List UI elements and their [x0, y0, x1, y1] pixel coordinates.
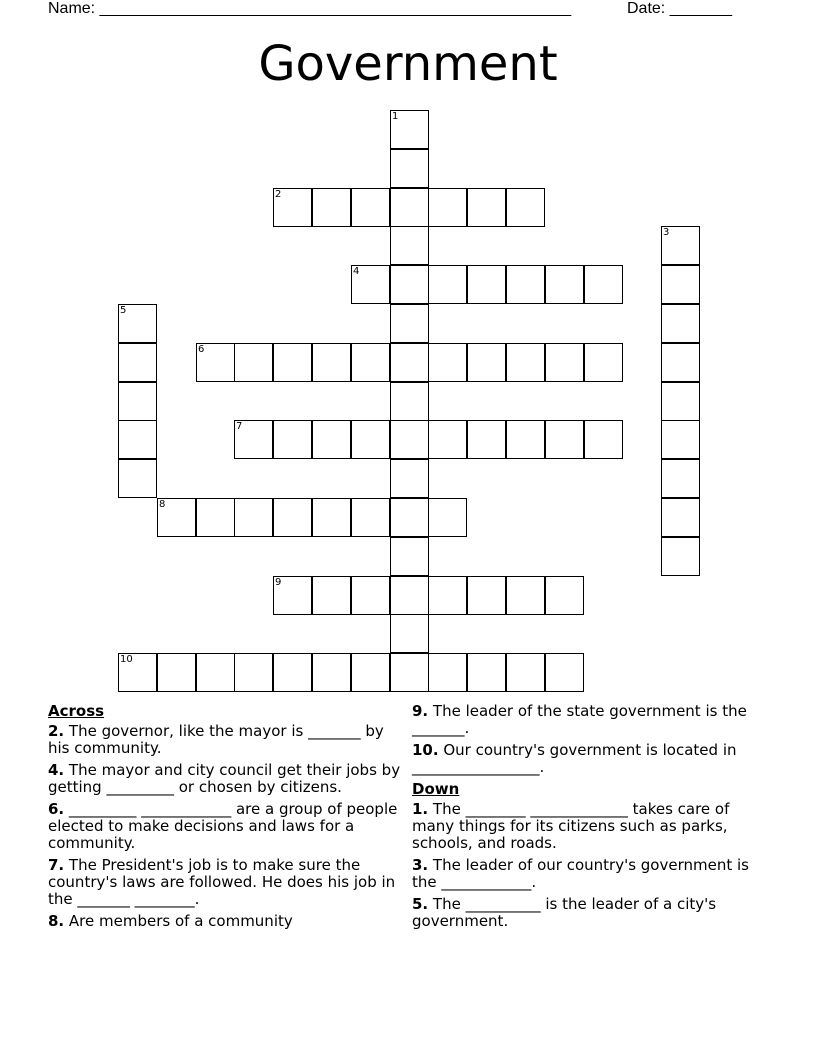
grid-cell[interactable]	[157, 498, 196, 537]
grid-cell[interactable]	[273, 498, 312, 537]
grid-cell[interactable]	[312, 343, 351, 382]
grid-cell[interactable]	[390, 382, 429, 421]
grid-cell[interactable]	[351, 653, 390, 692]
clue-across-10: 10. Our country's government is located in _________________.	[412, 741, 737, 776]
clue-across-6: 6. _________ ____________ are a group of people elected to make decisions and laws for a community.	[48, 800, 398, 852]
grid-cell[interactable]	[390, 653, 429, 692]
grid-cell[interactable]	[661, 420, 700, 459]
grid-cell[interactable]	[390, 576, 429, 615]
grid-cell[interactable]	[390, 614, 429, 653]
grid-cell[interactable]	[428, 265, 467, 304]
grid-cell[interactable]	[428, 653, 467, 692]
grid-cell[interactable]	[390, 110, 429, 149]
date-field[interactable]: Date: _______	[627, 0, 732, 17]
grid-cell[interactable]	[273, 188, 312, 227]
grid-cell[interactable]	[428, 420, 467, 459]
grid-cell[interactable]	[506, 343, 545, 382]
grid-cell[interactable]	[428, 188, 467, 227]
grid-cell[interactable]	[118, 420, 157, 459]
grid-cell[interactable]	[390, 343, 429, 382]
grid-cell[interactable]	[390, 188, 429, 227]
grid-cell[interactable]	[234, 343, 273, 382]
clues-column-left	[48, 703, 404, 935]
grid-cell[interactable]	[273, 576, 312, 615]
clue-number: 2	[275, 189, 282, 200]
grid-cell[interactable]	[273, 653, 312, 692]
clue-number: 6	[198, 344, 205, 355]
grid-cell[interactable]	[467, 343, 506, 382]
grid-cell[interactable]	[390, 537, 429, 576]
clue-number: 8	[159, 499, 166, 510]
grid-cell[interactable]	[390, 420, 429, 459]
clue-across-4: 4. The mayor and city council get their jobs by getting _________ or chosen by citizens.	[48, 761, 401, 796]
clue-down-1: 1. The ________ _____________ takes care of many things for its citizens such as parks, schools, and roads.	[412, 800, 730, 852]
grid-cell[interactable]	[390, 498, 429, 537]
clue-down-3: 3. The leader of our country's government is the ____________.	[412, 856, 749, 891]
grid-cell[interactable]	[545, 265, 584, 304]
grid-cell[interactable]	[467, 420, 506, 459]
grid-cell[interactable]	[351, 343, 390, 382]
grid-cell[interactable]	[661, 226, 700, 265]
grid-cell[interactable]	[273, 420, 312, 459]
grid-cell[interactable]	[118, 304, 157, 343]
grid-cell[interactable]	[661, 459, 700, 498]
clue-across-2: 2. The governor, like the mayor is _______ by his community.	[48, 722, 384, 757]
grid-cell[interactable]	[196, 498, 235, 537]
grid-cell[interactable]	[661, 537, 700, 576]
grid-cell[interactable]	[157, 653, 196, 692]
grid-cell[interactable]	[584, 343, 623, 382]
grid-cell[interactable]	[545, 653, 584, 692]
grid-cell[interactable]	[234, 498, 273, 537]
grid-cell[interactable]	[234, 653, 273, 692]
grid-cell[interactable]	[545, 343, 584, 382]
grid-cell[interactable]	[584, 420, 623, 459]
grid-cell[interactable]	[506, 420, 545, 459]
grid-cell[interactable]	[661, 304, 700, 343]
down-heading: Down	[412, 780, 460, 798]
grid-cell[interactable]	[351, 498, 390, 537]
grid-cell[interactable]	[661, 382, 700, 421]
clues-column-right	[412, 703, 772, 935]
clue-number: 4	[353, 266, 360, 277]
grid-cell[interactable]	[467, 188, 506, 227]
clue-number: 3	[663, 227, 670, 238]
grid-cell[interactable]	[273, 343, 312, 382]
clue-across-9: 9. The leader of the state government is the _______.	[412, 702, 747, 737]
grid-cell[interactable]	[390, 265, 429, 304]
grid-cell[interactable]	[312, 420, 351, 459]
grid-cell[interactable]	[545, 420, 584, 459]
grid-cell[interactable]	[467, 576, 506, 615]
name-field[interactable]: Name: _____________________________________________________	[48, 0, 572, 17]
page-title: Government	[258, 36, 558, 92]
clue-number: 7	[236, 421, 243, 432]
grid-cell[interactable]	[118, 653, 157, 692]
grid-cell[interactable]	[118, 343, 157, 382]
grid-cell[interactable]	[351, 576, 390, 615]
grid-cell[interactable]	[312, 653, 351, 692]
grid-cell[interactable]	[390, 459, 429, 498]
grid-cell[interactable]	[661, 343, 700, 382]
clue-number: 10	[120, 654, 133, 665]
clue-across-7: 7. The President's job is to make sure the country's laws are followed. He does his job in the _______ ________.	[48, 856, 396, 908]
across-heading: Across	[48, 702, 105, 720]
grid-cell[interactable]	[312, 498, 351, 537]
clue-number: 5	[120, 305, 127, 316]
grid-cell[interactable]	[351, 265, 390, 304]
clue-down-5: 5. The __________ is the leader of a city's government.	[412, 895, 717, 930]
grid-cell[interactable]	[118, 459, 157, 498]
grid-cell[interactable]	[390, 149, 429, 188]
clue-number: 1	[392, 111, 399, 122]
grid-cell[interactable]	[390, 226, 429, 265]
grid-cell[interactable]	[312, 576, 351, 615]
clue-across-8: 8. Are members of a community	[48, 912, 293, 930]
grid-cell[interactable]	[545, 576, 584, 615]
grid-cell[interactable]	[467, 653, 506, 692]
grid-cell[interactable]	[428, 498, 467, 537]
grid-cell[interactable]	[506, 576, 545, 615]
grid-cell[interactable]	[351, 420, 390, 459]
grid-cell[interactable]	[467, 265, 506, 304]
grid-cell[interactable]	[196, 343, 235, 382]
grid-cell[interactable]	[506, 188, 545, 227]
clue-number: 9	[275, 577, 282, 588]
grid-cell[interactable]	[351, 188, 390, 227]
grid-cell[interactable]	[428, 343, 467, 382]
grid-cell[interactable]	[661, 265, 700, 304]
grid-cell[interactable]	[390, 304, 429, 343]
grid-cell[interactable]	[506, 265, 545, 304]
grid-cell[interactable]	[118, 382, 157, 421]
grid-cell[interactable]	[584, 265, 623, 304]
grid-cell[interactable]	[234, 420, 273, 459]
grid-cell[interactable]	[506, 653, 545, 692]
grid-cell[interactable]	[661, 498, 700, 537]
grid-cell[interactable]	[196, 653, 235, 692]
grid-cell[interactable]	[428, 576, 467, 615]
grid-cell[interactable]	[312, 188, 351, 227]
